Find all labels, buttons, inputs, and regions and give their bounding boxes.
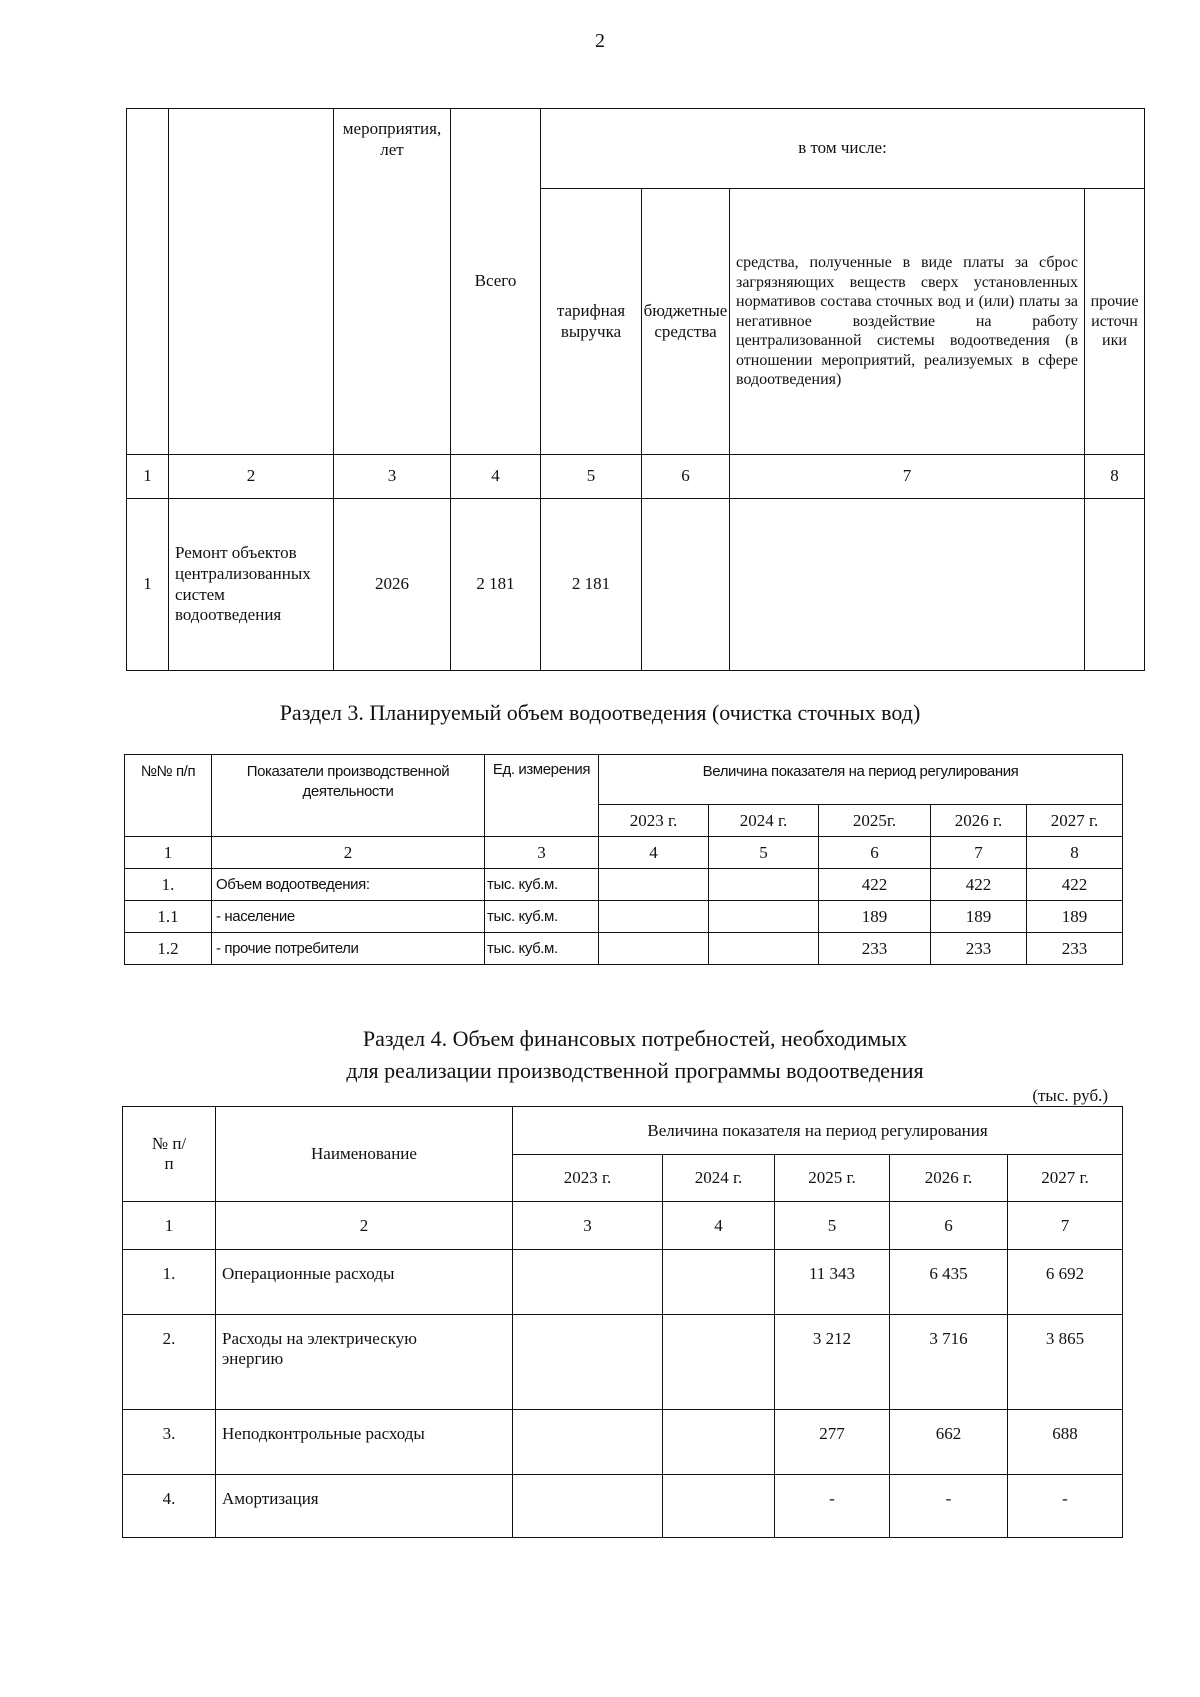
row-num: 1. [125, 869, 212, 901]
row-value: 189 [819, 901, 931, 933]
header-cell-duration [334, 109, 451, 455]
row-value: 3 716 [890, 1315, 1008, 1410]
header-num-label: №№ п/п [140, 763, 196, 780]
row-value: 233 [1027, 933, 1123, 965]
section4-title-line2: для реализации производственной программы водоотведения [346, 1058, 924, 1083]
row-value [599, 901, 709, 933]
table-row [123, 1410, 1123, 1475]
col-number: 7 [931, 837, 1027, 869]
section4-unit: (тыс. руб.) [1032, 1086, 1108, 1105]
col-number: 4 [599, 837, 709, 869]
row-value: 422 [819, 869, 931, 901]
header-budget-label: бюджетные средства [643, 300, 728, 341]
col-number: 6 [890, 1202, 1008, 1250]
row-value: 189 [1027, 901, 1123, 933]
header-num-label: № п/п [151, 1134, 187, 1173]
measures-funding-table [126, 108, 1145, 671]
header-year: 2026 г. [890, 1155, 1008, 1202]
table-row [125, 933, 1123, 965]
header-year: 2025 г. [775, 1155, 890, 1202]
header-cell-other [1085, 189, 1145, 455]
header-year: 2024 г. [709, 805, 819, 837]
header-fees-label: средства, полученные в виде платы за сброс загрязняющих веществ сверх установленных нормативов состава сточных вод и (или) платы за негативное воздействие на работу централизованной системы водоотведения (в отношении мероприятий, реализуемых в сфере водоотведения) [736, 254, 1078, 389]
header-cell-period [513, 1107, 1123, 1155]
row-num: 3. [123, 1410, 216, 1475]
row-budget [642, 499, 730, 671]
row-value: 662 [890, 1410, 1008, 1475]
row-value [709, 901, 819, 933]
table-row [123, 1250, 1123, 1315]
page-number: 2 [595, 30, 605, 52]
col-number: 8 [1085, 455, 1145, 499]
col-number: 2 [216, 1202, 513, 1250]
header-year: 2027 г. [1008, 1155, 1123, 1202]
header-cell-tariff [541, 189, 642, 455]
header-tariff-label: тарифная выручка [556, 300, 626, 341]
row-value [599, 869, 709, 901]
row-value [663, 1250, 775, 1315]
row-name: Расходы на электрическую энергию [216, 1315, 513, 1410]
header-other-label: прочие источники [1090, 293, 1139, 350]
header-total-label: Всего [474, 271, 517, 291]
row-value: 277 [775, 1410, 890, 1475]
col-number: 1 [125, 837, 212, 869]
row-unit: тыс. куб.м. [485, 933, 599, 965]
row-name: Ремонт объектов централизованных систем водоотведения [169, 499, 334, 671]
table-row [125, 901, 1123, 933]
table-row [123, 1315, 1123, 1410]
table-row [125, 869, 1123, 901]
row-num: 4. [123, 1475, 216, 1538]
header-year: 2027 г. [1027, 805, 1123, 837]
header-name-label: Наименование [311, 1144, 417, 1163]
row-name: Амортизация [216, 1475, 513, 1538]
row-value: - [890, 1475, 1008, 1538]
col-number: 4 [451, 455, 541, 499]
header-indicator-label: Показатели производственной деятельности [246, 763, 450, 800]
col-number: 6 [642, 455, 730, 499]
row-unit: тыс. куб.м. [485, 869, 599, 901]
col-number: 6 [819, 837, 931, 869]
row-num: 2. [123, 1315, 216, 1410]
table-row [123, 1475, 1123, 1538]
col-number: 5 [541, 455, 642, 499]
header-year: 2023 г. [599, 805, 709, 837]
header-cell-unit [485, 755, 599, 837]
row-other [1085, 499, 1145, 671]
row-value: 189 [931, 901, 1027, 933]
header-cell-name [169, 109, 334, 455]
row-total: 2 181 [451, 499, 541, 671]
header-period-label: Величина показателя на период регулирования [702, 763, 1019, 780]
row-value [709, 933, 819, 965]
row-value [599, 933, 709, 965]
row-year: 2026 [334, 499, 451, 671]
header-cell-including [541, 109, 1145, 189]
header-cell-name [216, 1107, 513, 1202]
header-cell-num [123, 1107, 216, 1202]
row-value: 3 865 [1008, 1315, 1123, 1410]
header-cell-fees [730, 189, 1085, 455]
header-cell-total [451, 109, 541, 455]
header-cell-num [125, 755, 212, 837]
row-name: Операционные расходы [216, 1250, 513, 1315]
row-name: - прочие потребители [212, 933, 485, 965]
col-number: 3 [334, 455, 451, 499]
header-cell-num [127, 109, 169, 455]
row-value [513, 1250, 663, 1315]
table-row [127, 499, 1145, 671]
row-value: 11 343 [775, 1250, 890, 1315]
row-value [513, 1410, 663, 1475]
header-including-label: в том числе: [798, 138, 887, 158]
row-num: 1.2 [125, 933, 212, 965]
row-value: 3 212 [775, 1315, 890, 1410]
row-value: - [1008, 1475, 1123, 1538]
header-year: 2023 г. [513, 1155, 663, 1202]
row-value: 422 [1027, 869, 1123, 901]
row-value: 233 [819, 933, 931, 965]
row-name: Неподконтрольные расходы [216, 1410, 513, 1475]
col-number: 5 [775, 1202, 890, 1250]
section3-title: Раздел 3. Планируемый объем водоотведения (очистка сточных вод) [279, 700, 921, 725]
header-duration-label: мероприятия, лет [342, 119, 442, 159]
header-cell-budget [642, 189, 730, 455]
row-value: 233 [931, 933, 1027, 965]
col-number: 7 [730, 455, 1085, 499]
wastewater-volume-table [124, 754, 1123, 965]
row-value [663, 1475, 775, 1538]
col-number: 8 [1027, 837, 1123, 869]
header-year: 2025г. [819, 805, 931, 837]
col-number: 2 [212, 837, 485, 869]
col-number: 2 [169, 455, 334, 499]
row-num: 1. [123, 1250, 216, 1315]
row-tariff: 2 181 [541, 499, 642, 671]
row-unit: тыс. куб.м. [485, 901, 599, 933]
header-cell-indicator [212, 755, 485, 837]
row-value: 6 435 [890, 1250, 1008, 1315]
row-num: 1.1 [125, 901, 212, 933]
row-fees [730, 499, 1085, 671]
col-number: 7 [1008, 1202, 1123, 1250]
col-number: 3 [513, 1202, 663, 1250]
header-year: 2026 г. [931, 805, 1027, 837]
row-value [513, 1315, 663, 1410]
section4-title [0, 1023, 1200, 1087]
financial-needs-table [122, 1106, 1123, 1538]
row-value: - [775, 1475, 890, 1538]
row-value [709, 869, 819, 901]
row-value: 422 [931, 869, 1027, 901]
row-name: Объем водоотведения: [212, 869, 485, 901]
header-cell-period [599, 755, 1123, 805]
col-number: 5 [709, 837, 819, 869]
row-value: 6 692 [1008, 1250, 1123, 1315]
col-number: 4 [663, 1202, 775, 1250]
row-value: 688 [1008, 1410, 1123, 1475]
section4-title-line1: Раздел 4. Объем финансовых потребностей, необходимых [362, 1026, 908, 1051]
row-value [663, 1410, 775, 1475]
header-period-label: Величина показателя на период регулирования [647, 1120, 988, 1140]
row-num: 1 [127, 499, 169, 671]
row-value [663, 1315, 775, 1410]
col-number: 3 [485, 837, 599, 869]
col-number: 1 [123, 1202, 216, 1250]
row-name: - население [212, 901, 485, 933]
header-unit-label: Ед. измерения [492, 761, 591, 778]
col-number: 1 [127, 455, 169, 499]
row-value [513, 1475, 663, 1538]
header-year: 2024 г. [663, 1155, 775, 1202]
